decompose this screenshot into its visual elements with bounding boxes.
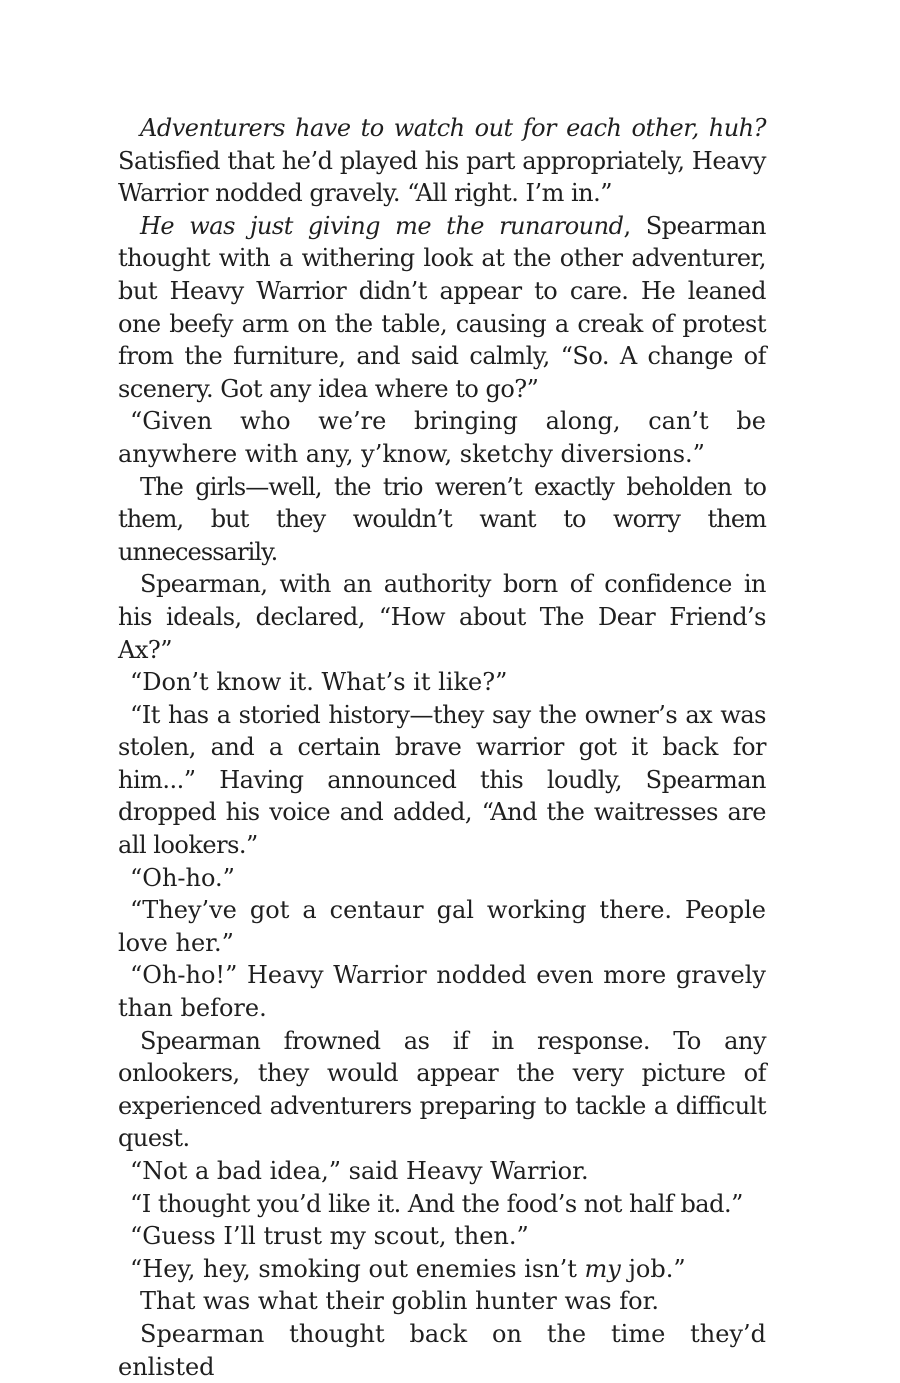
paragraph — [118, 1285, 766, 1318]
paragraph — [118, 1220, 766, 1253]
book-page — [118, 112, 766, 1383]
paragraph — [118, 894, 766, 959]
paragraph-text: “Not a bad idea,” said Heavy Warrior. — [130, 1157, 589, 1185]
paragraph-text: “Don’t know it. What’s it like?” — [130, 668, 508, 697]
paragraph — [118, 959, 766, 1024]
paragraph-text: “Guess I’ll trust my scout, then.” — [130, 1222, 529, 1251]
paragraph-text: “It has a storied history—they say the owner’s ax was stolen, and a certain brave warrior got it back for him...” Having announced this loudly, Spearman dropped his voice and added, “And the waitresses are all lookers.” — [118, 700, 766, 860]
paragraph — [118, 1318, 766, 1383]
paragraph-text: That was what their goblin hunter was for. — [140, 1287, 660, 1316]
paragraph — [118, 1188, 766, 1221]
paragraph-text: “They’ve got a centaur gal working there. People love her.” — [118, 896, 766, 957]
paragraph-text: “Hey, hey, smoking out enemies isn’t — [130, 1254, 585, 1283]
paragraph — [118, 862, 766, 895]
paragraph-text: “I thought you’d like it. And the food’s not half bad.” — [130, 1189, 743, 1218]
paragraph-text: Spearman thought back on the time they’d enlisted — [118, 1319, 766, 1381]
paragraph — [118, 1253, 766, 1286]
paragraph — [118, 112, 766, 210]
paragraph — [118, 210, 766, 406]
paragraph-text: Spearman, with an authority born of confidence in his ideals, declared, “How about The Dear Friend’s Ax?” — [118, 570, 766, 664]
paragraph-text: job.” — [620, 1254, 686, 1283]
paragraph-text: “Oh-ho.” — [130, 863, 235, 892]
paragraph-text: Spearman frowned as if in response. To any onlookers, they would appear the very picture of experienced adventurers preparing to tackle a difficult quest. — [118, 1026, 766, 1153]
paragraph — [118, 666, 766, 699]
italic-text: my — [584, 1254, 621, 1283]
paragraph-text: Satisfied that he’d played his part appropriately, Heavy Warrior nodded gravely. “All right. I’m in.” — [118, 146, 766, 208]
italic-text: He was just giving me the runaround — [140, 211, 624, 240]
paragraph-text: The girls—well, the trio weren’t exactly beholden to them, but they wouldn’t want to worry them unnecessarily. — [118, 472, 766, 566]
paragraph — [118, 1155, 766, 1188]
paragraph — [118, 1025, 766, 1155]
paragraph — [118, 699, 766, 862]
paragraph — [118, 568, 766, 666]
paragraph — [118, 471, 766, 569]
paragraph-text: “Given who we’re bringing along, can’t be anywhere with any, y’know, sketchy diversions.” — [118, 407, 766, 468]
paragraph — [118, 405, 766, 470]
paragraph-text: , Spearman thought with a withering look at the other adventurer, but Heavy Warrior didn’t appear to care. He leaned one beefy arm on the table, causing a creak of protest from the furniture, and said calmly, “So. A change of scenery. Got any idea where to go?” — [118, 211, 767, 403]
paragraph-text: “Oh-ho!” Heavy Warrior nodded even more gravely than before. — [118, 961, 766, 1023]
italic-text: Adventurers have to watch out for each other, huh? — [140, 114, 766, 142]
